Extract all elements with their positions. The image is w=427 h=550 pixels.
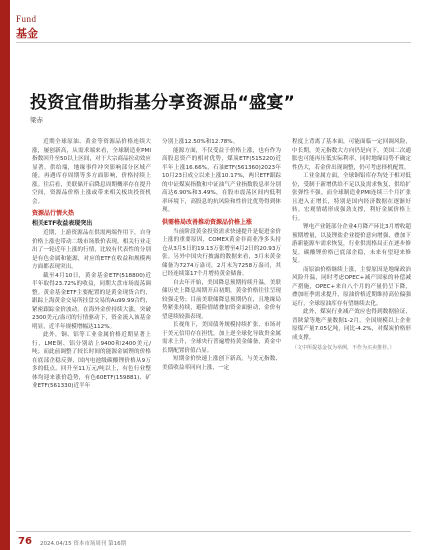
article-column-2: [162, 138, 281, 372]
header-divider: [16, 42, 411, 43]
article-column-1: [32, 138, 151, 391]
section-accent-bar: [0, 0, 10, 550]
paragraph: 锂电产业链部分企业4月降产环比3月增收超预期增量，以及锂盐企业提价意向增强，叠加下游新能源车需求恢复，行业供需格局正在逐步修复，碳酸锂价格已底部企稳，未来有望迎来修复。: [292, 224, 411, 264]
paragraph: 而原油价格继续上涨，主要原因是地缘政治风险升温，同时考虑OPEC+减产国家的补偿减产措施，OPEC+来自八个月的产量仍呈下降，叠加旺季需求提升，原油价格近期维持高位偏强运行，全球原油库存有望继续去化。: [292, 266, 411, 307]
paragraph: 能源方面，不仅受益于价格上涨，也有作为高股息资产的相对优势，煤炭ETF(515220)近半年上涨16.66%，石油ETF(561360)2023年10月23日成立以来上涨10.17%，两只ETF跟踪的中证煤炭指数和中证油气产业指数股息率分别高达6.90%和3.49%，在股市震荡区间内低利率环境下，高股息的抗风险和性价比优势得到体现。: [162, 147, 281, 213]
article-column-3: [292, 138, 411, 353]
paragraph: 截至4月10日，黄金基金ETF(518800)近半年取得23.72%的收益，同期大盘市场震荡调整。黄金基金ETF主要配置的是黄金现货合约，跟踪上海黄金交易所挂盘交易的Au99.99合约，紧密跟踪金价波动。在海外金价持续大涨，突破2300美元/盎司的行情驱动下，资金流入该基金明显，近半年规模增幅达112%。: [32, 272, 151, 330]
subheading: 相关ETF收益表现突出: [32, 220, 93, 227]
footer-divider: [16, 531, 411, 532]
paragraph: 当前阶段黄金投资需求快速提升是促进金价上涨的重要原因，COMEX黄金非商业净多头持仓从3月5日的19.13万张增至4月2日的20.93万张。另外中国央行披露的数据来看，3月末黄金储备为7274万盎司，2月末为7258万盎司，其已经连续第17个月增持黄金储备。: [162, 228, 281, 277]
paragraph: 此外，铜、铝等工业金属价格近期显著上行，LME铜、铝分别站上9400和2400美元/吨；而此前调整了较长时间的能源金属锂的价格在底部企稳反弹，国内电池级碳酸锂价格从9万多的低点，回升至11万元/吨以上，有色行业整体均迎来涨价趋势，有色60ETF(159881)、矿业ETF(561330)近半年: [32, 332, 151, 389]
paragraph: 此外，煤炭行业减产效应也得到数据验证，晋陕蒙等地产量数据1-2月，全国规模以上企业原煤产量7.05亿吨，同比-4.2%，对煤炭价格形成支撑。: [292, 309, 411, 341]
subheading: 供需格局改善推动资源品价格上涨: [162, 218, 253, 226]
paragraph: 近期全球原油、黄金等资源品价格连续大涨，屡创新高，从需求端来看，全球制造业PMI指数回升至50以上区间，对于大宗商品拉动效应显著。供给端，地缘事件冲突影响部分区域产能，再遇库存周期等多方面影响，价格持续上涨。往后看，美联储开启降息周期概率存在提升空间，资源品价格上涨或带来相关板块投资机会。: [32, 139, 151, 205]
section-label-cn: 基金: [16, 27, 38, 40]
paragraph: 近期，上游资源品在供需两端作用下，自身价格上涨也带动二级市场股价表现，相关行业走出了一轮近年上涨的行情，比较有代表性的分别是有色金属和能源，对应的ETF在收益和规模两方面都表现突出。: [32, 230, 151, 270]
article-author: 梁赤: [30, 116, 43, 124]
disclaimer-note: （文中所提基金仅为举例，不作为买卖推荐。）: [292, 345, 395, 351]
paragraph: 自去年开始，美国降息预期持续升温，美联储历史上降息周期开启初期，黄金价格往往呈现较强走势；目前美联储降息预期仍在，且地缘局势紧张持续，避险情绪叠加资金面驱动，金价有望延续较强表现。: [162, 279, 281, 320]
paragraph: 短期金价快速上涨创下新高，与美元指数、美债收益率同向上涨，一定: [162, 356, 281, 371]
section-label-en: Fund: [16, 14, 37, 24]
paragraph: 程度上背离了基本面，可能面临一定回调风险，中长期，美元指数大方向仍是向下，美国二次通胀也可能再压低实际利率，同时地缘局势不确定性仍大，若金价出现调整，仍可考虑择机配置。: [292, 139, 411, 171]
article-title: 投资宜借助指基分享资源品“盛宴”: [30, 93, 296, 113]
paragraph: 工业金属方面，全球铜铝库存均处于相对低位，受制于新增供给不足以及需求恢复，供给扩张弹性不强。而全球制造业PMI连续三个月扩张且进入正增长，特别是国内经济数据在逐渐好转，宏观情绪形成强劲支撑，利好金属价格上行。: [292, 173, 411, 222]
issue-info: 2024.04/15 资本市场周刊 第16期: [40, 541, 127, 547]
page-number: 76: [18, 536, 32, 547]
paragraph: 长视角下，美国债务规模持续扩张，市场对于美元信用存在担忧，加上逆全球化导致贵金属需求上升，全球央行普遍增持黄金储备，黄金中长期配置价值凸显。: [162, 322, 281, 354]
paragraph: 分别上涨12.50%和12.78%。: [162, 139, 239, 145]
subheading: 资源品行情火热: [32, 210, 75, 217]
